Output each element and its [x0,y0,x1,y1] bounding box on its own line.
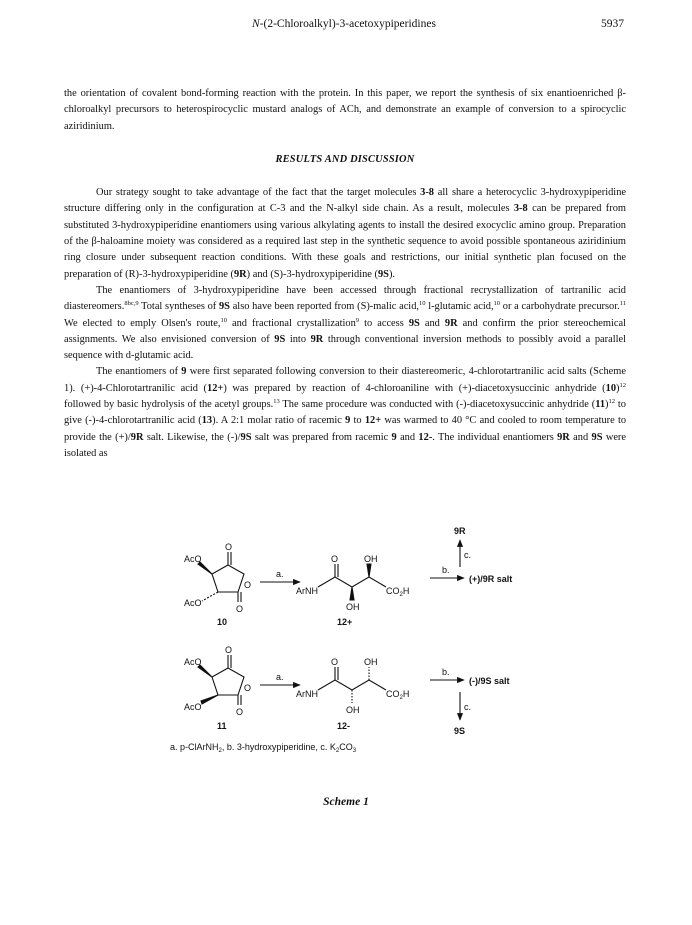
label-oh-12minus-top: OH [364,657,378,667]
label-9R-top: 9R [454,526,466,536]
label-aco-top-1: AcO [184,554,202,564]
label-co2h-top: $CO_2H$ [386,586,410,598]
label-arnh-bottom: ArNH [296,689,318,699]
label-aco-bottom-2: AcO [184,702,202,712]
tartranilic-12minus-structure [318,667,386,703]
anhydride-11-structure [198,655,244,705]
label-o-bottom-ring: O [244,683,252,693]
label-oh-12plus-bottom: OH [346,602,360,612]
label-o-12plus: O [331,554,339,564]
section-heading: RESULTS AND DISCUSSION [275,153,415,165]
label-o-bottom-2: O [236,707,244,717]
label-compound-10: 10 [217,617,228,627]
label-o-top-ring: O [244,580,252,590]
scheme-diagram [140,522,560,762]
label-o-bottom-1: O [225,645,233,655]
title-text: -(2-Chloroalkyl)-3-acetoxypiperidines [259,18,436,30]
label-9S-bottom: 9S [454,726,466,736]
label-o-top-1: O [225,542,233,552]
intro-paragraph: the orientation of covalent bond-forming reaction with the protein. In this paper, we report the synthesis of six enantioenriched β-chloroalkyl precursors to heterospirocyclic mustard analogs of ACh, and demonstrate an example of conversion to a spirocyclic aziridinium. [64,88,626,132]
scheme-svg [140,522,560,762]
label-c-bottom: c. [464,702,472,712]
label-oh-12minus-bottom: OH [346,705,360,715]
paragraph-separation: The enantiomers of 9 were first separated following conversion to their diastereomeric, 4-chlorotartranilic acid salts (Scheme 1). (+)-4-Chlorotartranilic acid (12+) was prepared by reaction of 4-chloroaniline with (+)-diacetoxysuccinic anhydride $(10)^{12}$ followed by basic hydrolysis of the acetyl groups.$^{13}$ The same procedure was conducted with (-)-diacetoxysuccinic anhydride $(11)^{12}$ to give (-)-4-chlorotartranilic acid (13). A 2:1 molar ratio of racemic 9 to 12+ was warmed to 40 °C and cooled to room temperature to provide the (+)/9R salt. Likewise, the (-)/9S salt was prepared from racemic 9 and 12-. The individual enantiomers 9R and 9S were isolated as [64,366,627,459]
page-number: 5937 [601,18,624,30]
label-salt-bottom: (-)/9S salt [469,676,510,686]
label-b-bottom: b. [442,667,450,677]
label-compound-11: 11 [217,721,227,731]
label-a-bottom: a. [276,672,284,682]
label-o-12minus: O [331,657,339,667]
title-italic-n: N [252,18,260,30]
scheme-footnote: a. p-ClArNH$_2$, b. 3-hydroxypiperidine, c. $K_2CO_3$ [170,742,357,754]
label-o-top-2: O [236,604,244,614]
scheme-caption: Scheme 1 [323,796,369,808]
label-co2h-bottom: $CO_2H$ [386,689,410,701]
label-aco-top-2: AcO [184,598,202,608]
body-text [64,86,626,462]
label-compound-12minus: 12- [337,721,351,731]
label-b-top: b. [442,565,450,575]
anhydride-10-structure [198,552,244,602]
paragraph-enantiomers: The enantiomers of 3-hydroxypiperidine have been accessed through fractional recrystallization of tartranilic acid diastereomers.$^{8bc,9}$ Total syntheses of 9S also have been reported from (S)-malic acid,$^{10}$ l-glutamic acid,$^{10}$ or a carbohydrate precursor.$^{11}$ We elected to emply Olsen's route,$^{10}$ and fractional crystallization$^9$ to access 9S and 9R and confirm the prior stereochemical assignments. We also envisioned conversion of 9S into 9R through conventional inversion methods to possibly avoid a parallel sequence with d-glutamic acid. [64,284,626,362]
label-salt-top: (+)/9R salt [469,574,513,584]
running-title [64,18,624,30]
paragraph-strategy: Our strategy sought to take advantage of the fact that the target molecules 3-8 all share a heterocyclic 3-hydroxypiperidine structure differing only in the configuration at C-3 and the N-alkyl side chain. As a result, molecules 3-8 can be prepared from substituted 3-hydroxypiperidine enantiomers using various alkylating agents to install the desired exocyclic amino group. Preparation of the β-haloamine moiety was considered as a required last step in the synthetic sequence to avoid possible spontaneous aziridinium ring closure under subsequent reaction conditions. With these goals and restrictions, our initial synthetic plan focused on the preparation of (R)-3-hydroxypiperidine (9R) and (S)-3-hydroxypiperidine (9S). [64,187,626,280]
label-a-top: a. [276,569,284,579]
label-arnh-top: ArNH [296,586,318,596]
label-compound-12plus: 12+ [337,617,353,627]
label-aco-bottom-1: AcO [184,657,202,667]
tartranilic-12plus-structure [318,564,386,600]
label-oh-12plus-top: OH [364,554,378,564]
label-c-top: c. [464,550,472,560]
running-header [64,18,624,34]
